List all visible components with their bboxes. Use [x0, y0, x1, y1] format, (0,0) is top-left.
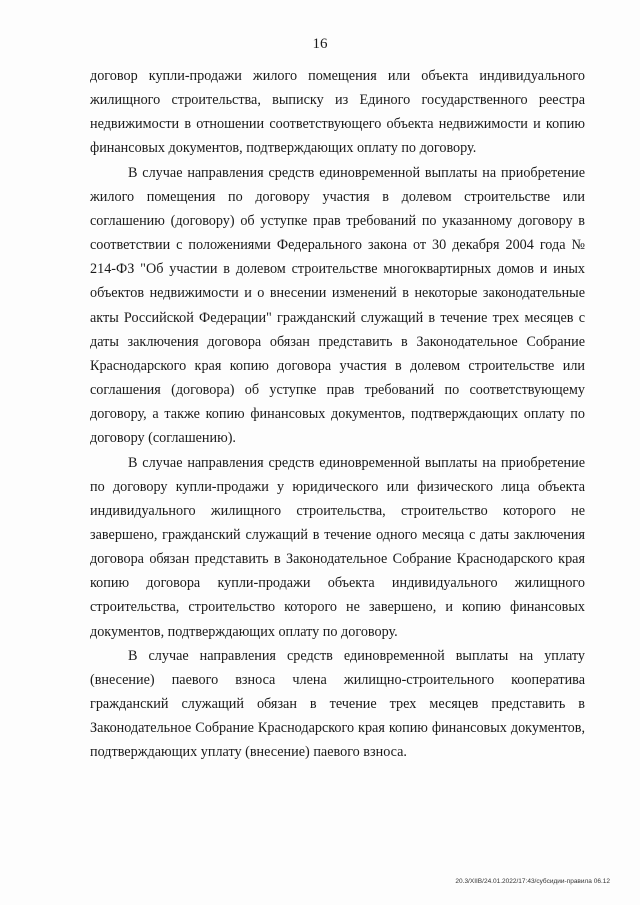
paragraph-shared-construction: В случае направления средств единовременной выплаты на приобретение жилого помещения по договору участия в долевом строительстве или соглашению (договору) об уступке прав требований по указанному договору в соответствии с положениями Федерального закона от 30 декабря 2004 года № 214-ФЗ "Об участии в долевом строительстве многоквартирных домов и иных объектов недвижимости и о внесении изменений в некоторые законодательные акты Российской Федерации" гражданский служащий в течение трех месяцев с даты заключения договора обязан представить в Законодательное Собрание Краснодарского края копию договора участия в долевом строительстве или соглашения (договора) об уступке прав требований по соответствующему договору, а также копию финансовых документов, подтверждающих оплату по договору (соглашению). — [90, 164, 585, 447]
document-footer-code: 20.3/XIIB/24.01.2022/17:43/субсидии-правила 06.12 — [455, 878, 610, 885]
paragraph-unfinished-construction: В случае направления средств единовременной выплаты на приобретение по договору купли-продажи у юридического или физического лица объекта индивидуального жилищного строительства, строительство которого не завершено, гражданский служащий в течение одного месяца с даты заключения договора обязан представить в Законодательное Собрание Краснодарского края копию договора купли-продажи объекта индивидуального жилищного строительства, строительство которого не завершено, и копию финансовых документов, подтверждающих оплату по договору. — [90, 454, 585, 640]
paragraph-cooperative-share: В случае направления средств единовременной выплаты на уплату (внесение) паевого взноса члена жилищно-строительного кооператива гражданский служащий обязан в течение трех месяцев представить в Законодательное Собрание Краснодарского края копию финансовых документов, подтверждающих уплату (внесение) паевого взноса. — [90, 647, 585, 761]
paragraph-continuation: договор купли-продажи жилого помещения или объекта индивидуального жилищного строительства, выписку из Единого государственного реестра недвижимости в отношении соответствующего объекта недвижимости и копию финансовых документов, подтверждающих оплату по договору. — [90, 68, 585, 157]
document-body — [90, 64, 585, 765]
page-number: 16 — [312, 36, 328, 52]
